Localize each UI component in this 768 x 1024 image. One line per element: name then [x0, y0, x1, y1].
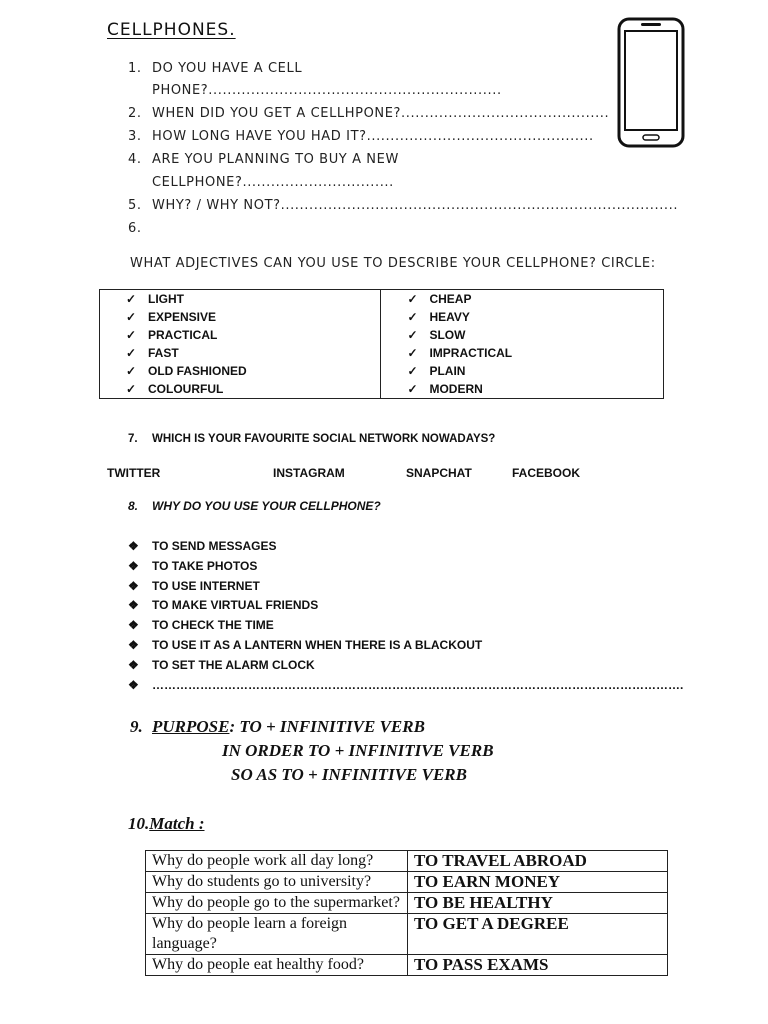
answer-line[interactable]: PHONE?..............................................................: [152, 83, 502, 98]
use-item: TO TAKE PHOTOS: [152, 558, 258, 573]
checkmark-icon: ✓: [407, 292, 418, 306]
match-answer[interactable]: TO EARN MONEY: [408, 872, 668, 893]
adjective-cell[interactable]: [100, 326, 381, 344]
adjective-cell[interactable]: [381, 290, 664, 309]
purpose-rule-2: IN ORDER TO + INFINITIVE VERB: [222, 741, 494, 760]
question-number: 10.: [128, 814, 150, 833]
question-number: 6.: [128, 221, 142, 236]
adjective-label: OLD FASHIONED: [148, 364, 247, 378]
adjective-cell[interactable]: [381, 344, 664, 362]
match-answer[interactable]: TO GET A DEGREE: [408, 914, 668, 955]
diamond-bullet-icon: ❖: [128, 618, 139, 633]
checkmark-icon: ✓: [125, 328, 137, 342]
checkmark-icon: ✓: [407, 364, 418, 378]
checkmark-icon: ✓: [407, 382, 418, 396]
adjectives-prompt: WHAT ADJECTIVES CAN YOU USE TO DESCRIBE YOUR CELLPHONE? CIRCLE:: [130, 256, 656, 271]
adjective-cell[interactable]: [100, 344, 381, 362]
adjective-label: FAST: [148, 346, 179, 360]
adjective-cell[interactable]: [100, 362, 381, 380]
use-item: TO USE IT AS A LANTERN WHEN THERE IS A BLACKOUT: [152, 638, 483, 652]
question-8: [128, 499, 381, 513]
match-row: [146, 872, 668, 893]
question-10: [128, 814, 205, 834]
checkmark-icon: ✓: [407, 310, 418, 324]
question-number: 8.: [128, 499, 139, 513]
adjective-row: [100, 362, 664, 380]
adjective-label: PRACTICAL: [148, 328, 218, 342]
purpose-rule-3: SO AS TO + INFINITIVE VERB: [231, 765, 467, 784]
question-text: WHY DO YOU USE YOUR CELLPHONE?: [152, 499, 381, 513]
use-item[interactable]: …………………………………………………………………………………………………………………….: [152, 677, 684, 692]
checkmark-icon: ✓: [125, 310, 137, 324]
question-number: 1.: [128, 61, 142, 76]
purpose-word: PURPOSE: [152, 717, 230, 736]
checkmark-icon: ✓: [125, 346, 137, 360]
adjective-label: MODERN: [429, 382, 483, 396]
question-number: 5.: [128, 198, 142, 213]
adjective-cell[interactable]: [100, 380, 381, 399]
checkmark-icon: ✓: [407, 346, 418, 360]
diamond-bullet-icon: ❖: [128, 638, 139, 652]
diamond-bullet-icon: ❖: [128, 657, 139, 672]
use-item: TO SEND MESSAGES: [152, 539, 277, 553]
use-item: TO USE INTERNET: [152, 578, 260, 593]
match-table: [145, 850, 668, 976]
question-text[interactable]: WHY? / WHY NOT?....................................................................................: [152, 198, 679, 213]
network-snapchat[interactable]: SNAPCHAT: [406, 466, 472, 480]
diamond-bullet-icon: ❖: [128, 578, 139, 593]
adjective-label: COLOURFUL: [148, 382, 224, 396]
adjective-row: [100, 326, 664, 344]
adjective-label: SLOW: [429, 328, 466, 342]
match-question[interactable]: Why do people eat healthy food?: [146, 955, 408, 976]
adjective-cell[interactable]: [381, 326, 664, 344]
match-question[interactable]: Why do students go to university?: [146, 872, 408, 893]
match-heading: Match :: [149, 814, 205, 833]
question-text: WHICH IS YOUR FAVOURITE SOCIAL NETWORK NOWADAYS?: [152, 433, 496, 445]
diamond-bullet-icon: ❖: [128, 539, 139, 553]
adjective-label: CHEAP: [429, 292, 472, 306]
adjective-label: HEAVY: [429, 310, 470, 324]
checkmark-icon: ✓: [125, 364, 137, 378]
question-text[interactable]: HOW LONG HAVE YOU HAD IT?................................................: [152, 129, 594, 144]
question-number: 3.: [128, 129, 142, 144]
adjective-cell[interactable]: [381, 380, 664, 399]
question-number: 4.: [128, 152, 142, 167]
adjectives-table: [99, 289, 664, 399]
adjective-label: EXPENSIVE: [148, 310, 217, 324]
adjective-row: [100, 308, 664, 326]
checkmark-icon: ✓: [125, 382, 137, 396]
question-number: 7.: [128, 433, 138, 445]
adjective-cell[interactable]: [100, 290, 381, 309]
diamond-bullet-icon: ❖: [128, 677, 139, 692]
answer-line[interactable]: CELLPHONE?................................: [152, 175, 394, 190]
question-number: 2.: [128, 106, 142, 121]
use-item: TO CHECK THE TIME: [152, 618, 274, 633]
diamond-bullet-icon: ❖: [128, 598, 139, 613]
question-text: DO YOU HAVE A CELL: [152, 61, 303, 76]
checkmark-icon: ✓: [407, 328, 418, 342]
adjective-cell[interactable]: [100, 308, 381, 326]
adjective-row: [100, 344, 664, 362]
network-instagram[interactable]: INSTAGRAM: [273, 466, 345, 480]
purpose-rule: : TO + INFINITIVE VERB: [229, 717, 425, 736]
match-row: [146, 955, 668, 976]
question-text: ARE YOU PLANNING TO BUY A NEW: [152, 152, 399, 167]
question-text[interactable]: WHEN DID YOU GET A CELLHPONE?............................................: [152, 106, 610, 121]
use-item: TO SET THE ALARM CLOCK: [152, 657, 315, 672]
adjective-cell[interactable]: [381, 362, 664, 380]
match-row: [146, 851, 668, 872]
network-twitter[interactable]: TWITTER: [107, 466, 161, 480]
adjective-cell[interactable]: [381, 308, 664, 326]
question-number: 9.: [130, 717, 143, 736]
adjective-label: PLAIN: [429, 364, 466, 378]
network-facebook[interactable]: FACEBOOK: [512, 466, 581, 480]
adjective-label: LIGHT: [148, 292, 184, 306]
match-answer[interactable]: TO TRAVEL ABROAD: [408, 851, 668, 872]
use-item: TO MAKE VIRTUAL FRIENDS: [152, 598, 319, 613]
match-question[interactable]: Why do people learn a foreign language?: [146, 914, 408, 955]
adjective-label: IMPRACTICAL: [429, 346, 513, 360]
match-answer[interactable]: TO PASS EXAMS: [408, 955, 668, 976]
match-row: [146, 914, 668, 955]
cellphone-icon: [617, 17, 685, 148]
checkmark-icon: ✓: [125, 292, 137, 306]
page-title: CELLPHONES.: [107, 20, 236, 40]
match-question[interactable]: Why do people go to the supermarket?: [146, 893, 408, 914]
question-9: [130, 717, 425, 737]
match-answer[interactable]: TO BE HEALTHY: [408, 893, 668, 914]
diamond-bullet-icon: ❖: [128, 558, 139, 573]
adjective-row: [100, 380, 664, 399]
question-7: [128, 433, 496, 445]
match-question[interactable]: Why do people work all day long?: [146, 851, 408, 872]
adjective-row: [100, 290, 664, 309]
match-row: [146, 893, 668, 914]
